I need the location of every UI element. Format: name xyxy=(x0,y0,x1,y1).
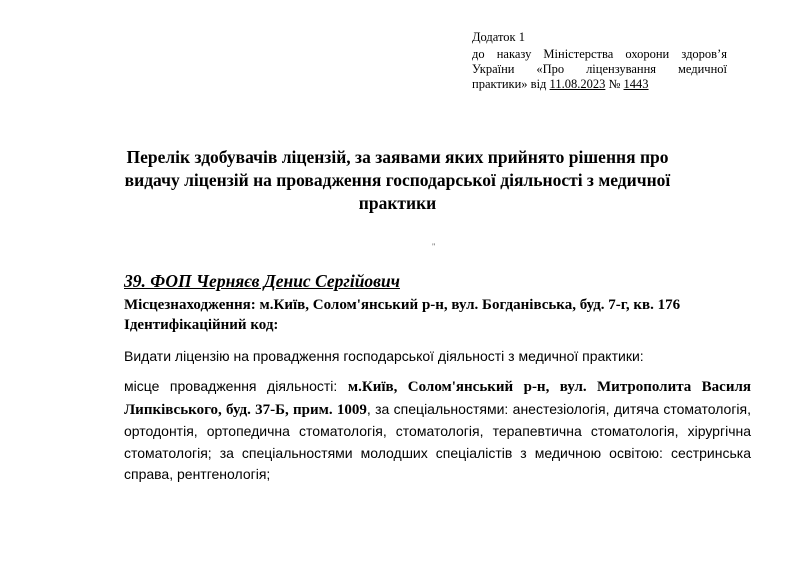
entry-id-code: Ідентифікаційний код: xyxy=(124,317,279,333)
appendix-reference-text: до наказу Міністерства охорони здоров’я України «Про ліцензування медичної практики» від xyxy=(472,47,727,91)
place-paragraph xyxy=(124,376,751,486)
number-sign: № xyxy=(605,77,624,91)
decision-text: Видати ліцензію на провадження господарської діяльності з медичної практики: xyxy=(124,348,644,364)
order-number: 1443 xyxy=(623,77,649,91)
order-date: 11.08.2023 xyxy=(549,77,606,91)
appendix-reference xyxy=(472,47,727,92)
entry-heading: 39. ФОП Черняєв Денис Сергійович xyxy=(124,271,400,291)
small-mark: " xyxy=(432,242,436,251)
place-specialties: , за спеціальностями: анестезіологія, дитяча стоматологія, ортодонтія, ортопедична стоматологія, стоматологія, терапевтична стоматологія, хірургічна стоматологія; за спеціальностями молодших спеціалістів з медичною освітою: сестринська справа, рентгенологія; xyxy=(124,400,752,482)
document-title: Перелік здобувачів ліцензій, за заявами яких прийнято рішення про видачу ліцензій на провадження господарської діяльності з медичної практики xyxy=(124,147,671,213)
entry-meta xyxy=(124,295,754,335)
appendix-title: Додаток 1 xyxy=(472,30,525,44)
entry-location: Місцезнаходження: м.Київ, Солом'янський р-н, вул. Богданівська, буд. 7-г, кв. 176 xyxy=(124,297,681,313)
place-address: м.Київ, Солом'янський р-н, вул. Митрополита Василя Липківського, буд. 37-Б, прим. 1009 xyxy=(124,379,752,418)
place-label: місце провадження діяльності: xyxy=(124,378,348,394)
appendix-block xyxy=(472,30,727,92)
